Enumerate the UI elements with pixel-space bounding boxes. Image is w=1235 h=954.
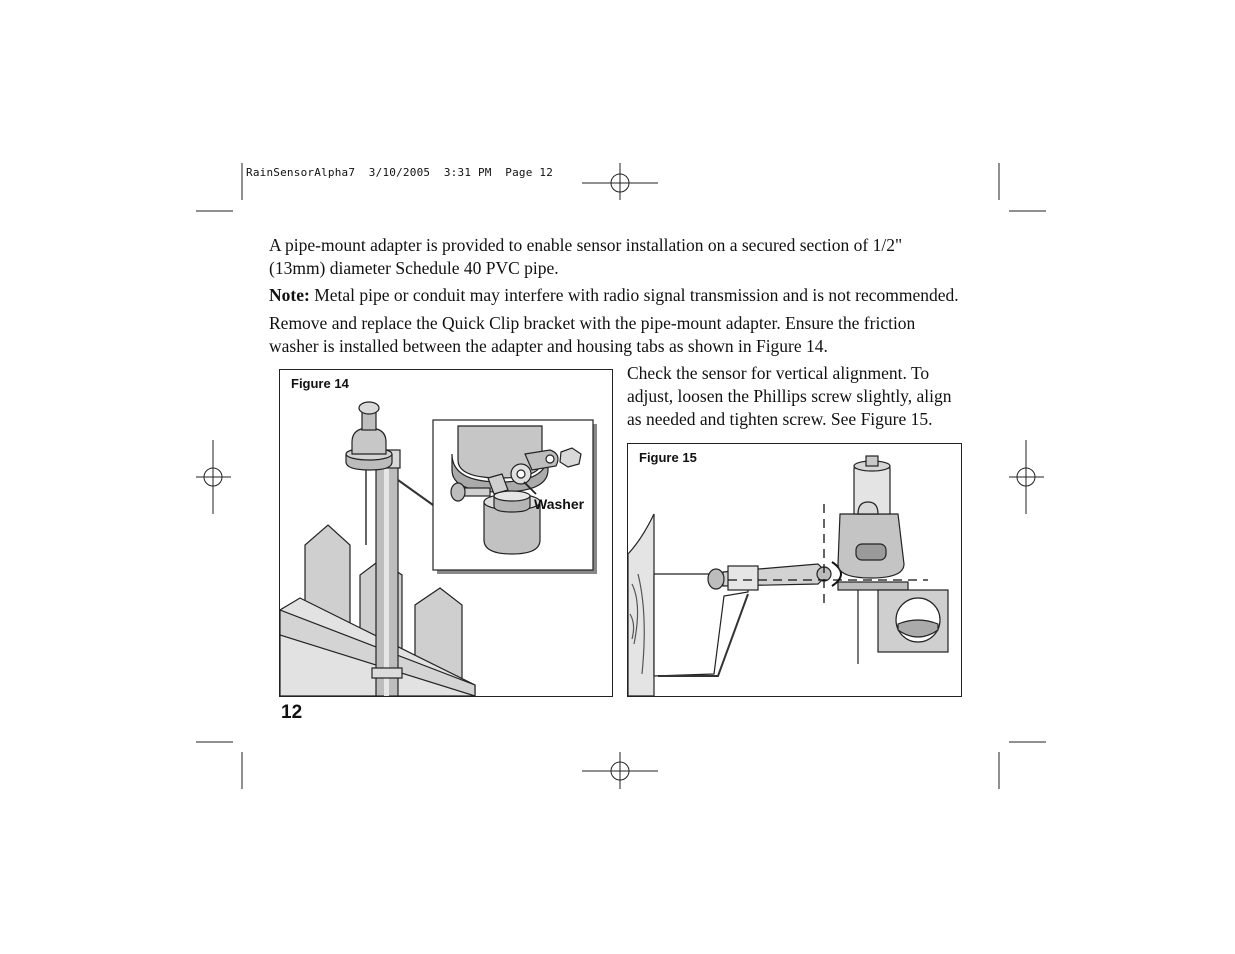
slug-line: RainSensorAlpha7 3/10/2005 3:31 PM Page 12: [246, 166, 554, 179]
paragraph-pipe-mount: A pipe-mount adapter is provided to enable sensor installation on a secured section of 1/2" (13mm) diameter Schedule 40 PVC pipe.: [269, 235, 903, 278]
figure-14: [279, 369, 613, 697]
paragraph-alignment: Check the sensor for vertical alignment. To adjust, loosen the Phillips screw slightly, align as needed and tighten screw. See Figure 15.: [627, 363, 952, 429]
page-number: 12: [281, 702, 303, 723]
paragraph-replace-bracket: Remove and replace the Quick Clip bracket with the pipe-mount adapter. Ensure the friction washer is installed between the adapter and housing tabs as shown in Figure 14.: [269, 313, 916, 356]
note-label: Note:: [269, 285, 310, 305]
figure-15-illustration: [628, 444, 961, 696]
figure-14-label: Figure 14: [291, 376, 349, 391]
figure-15: [627, 443, 962, 697]
figure-15-label: Figure 15: [639, 450, 697, 465]
washer-callout-label: Washer: [534, 496, 585, 512]
note-text: Metal pipe or conduit may interfere with radio signal transmission and is not recommended.: [309, 285, 959, 305]
paragraph-note: [269, 284, 959, 307]
figure-14-illustration: [280, 370, 612, 696]
